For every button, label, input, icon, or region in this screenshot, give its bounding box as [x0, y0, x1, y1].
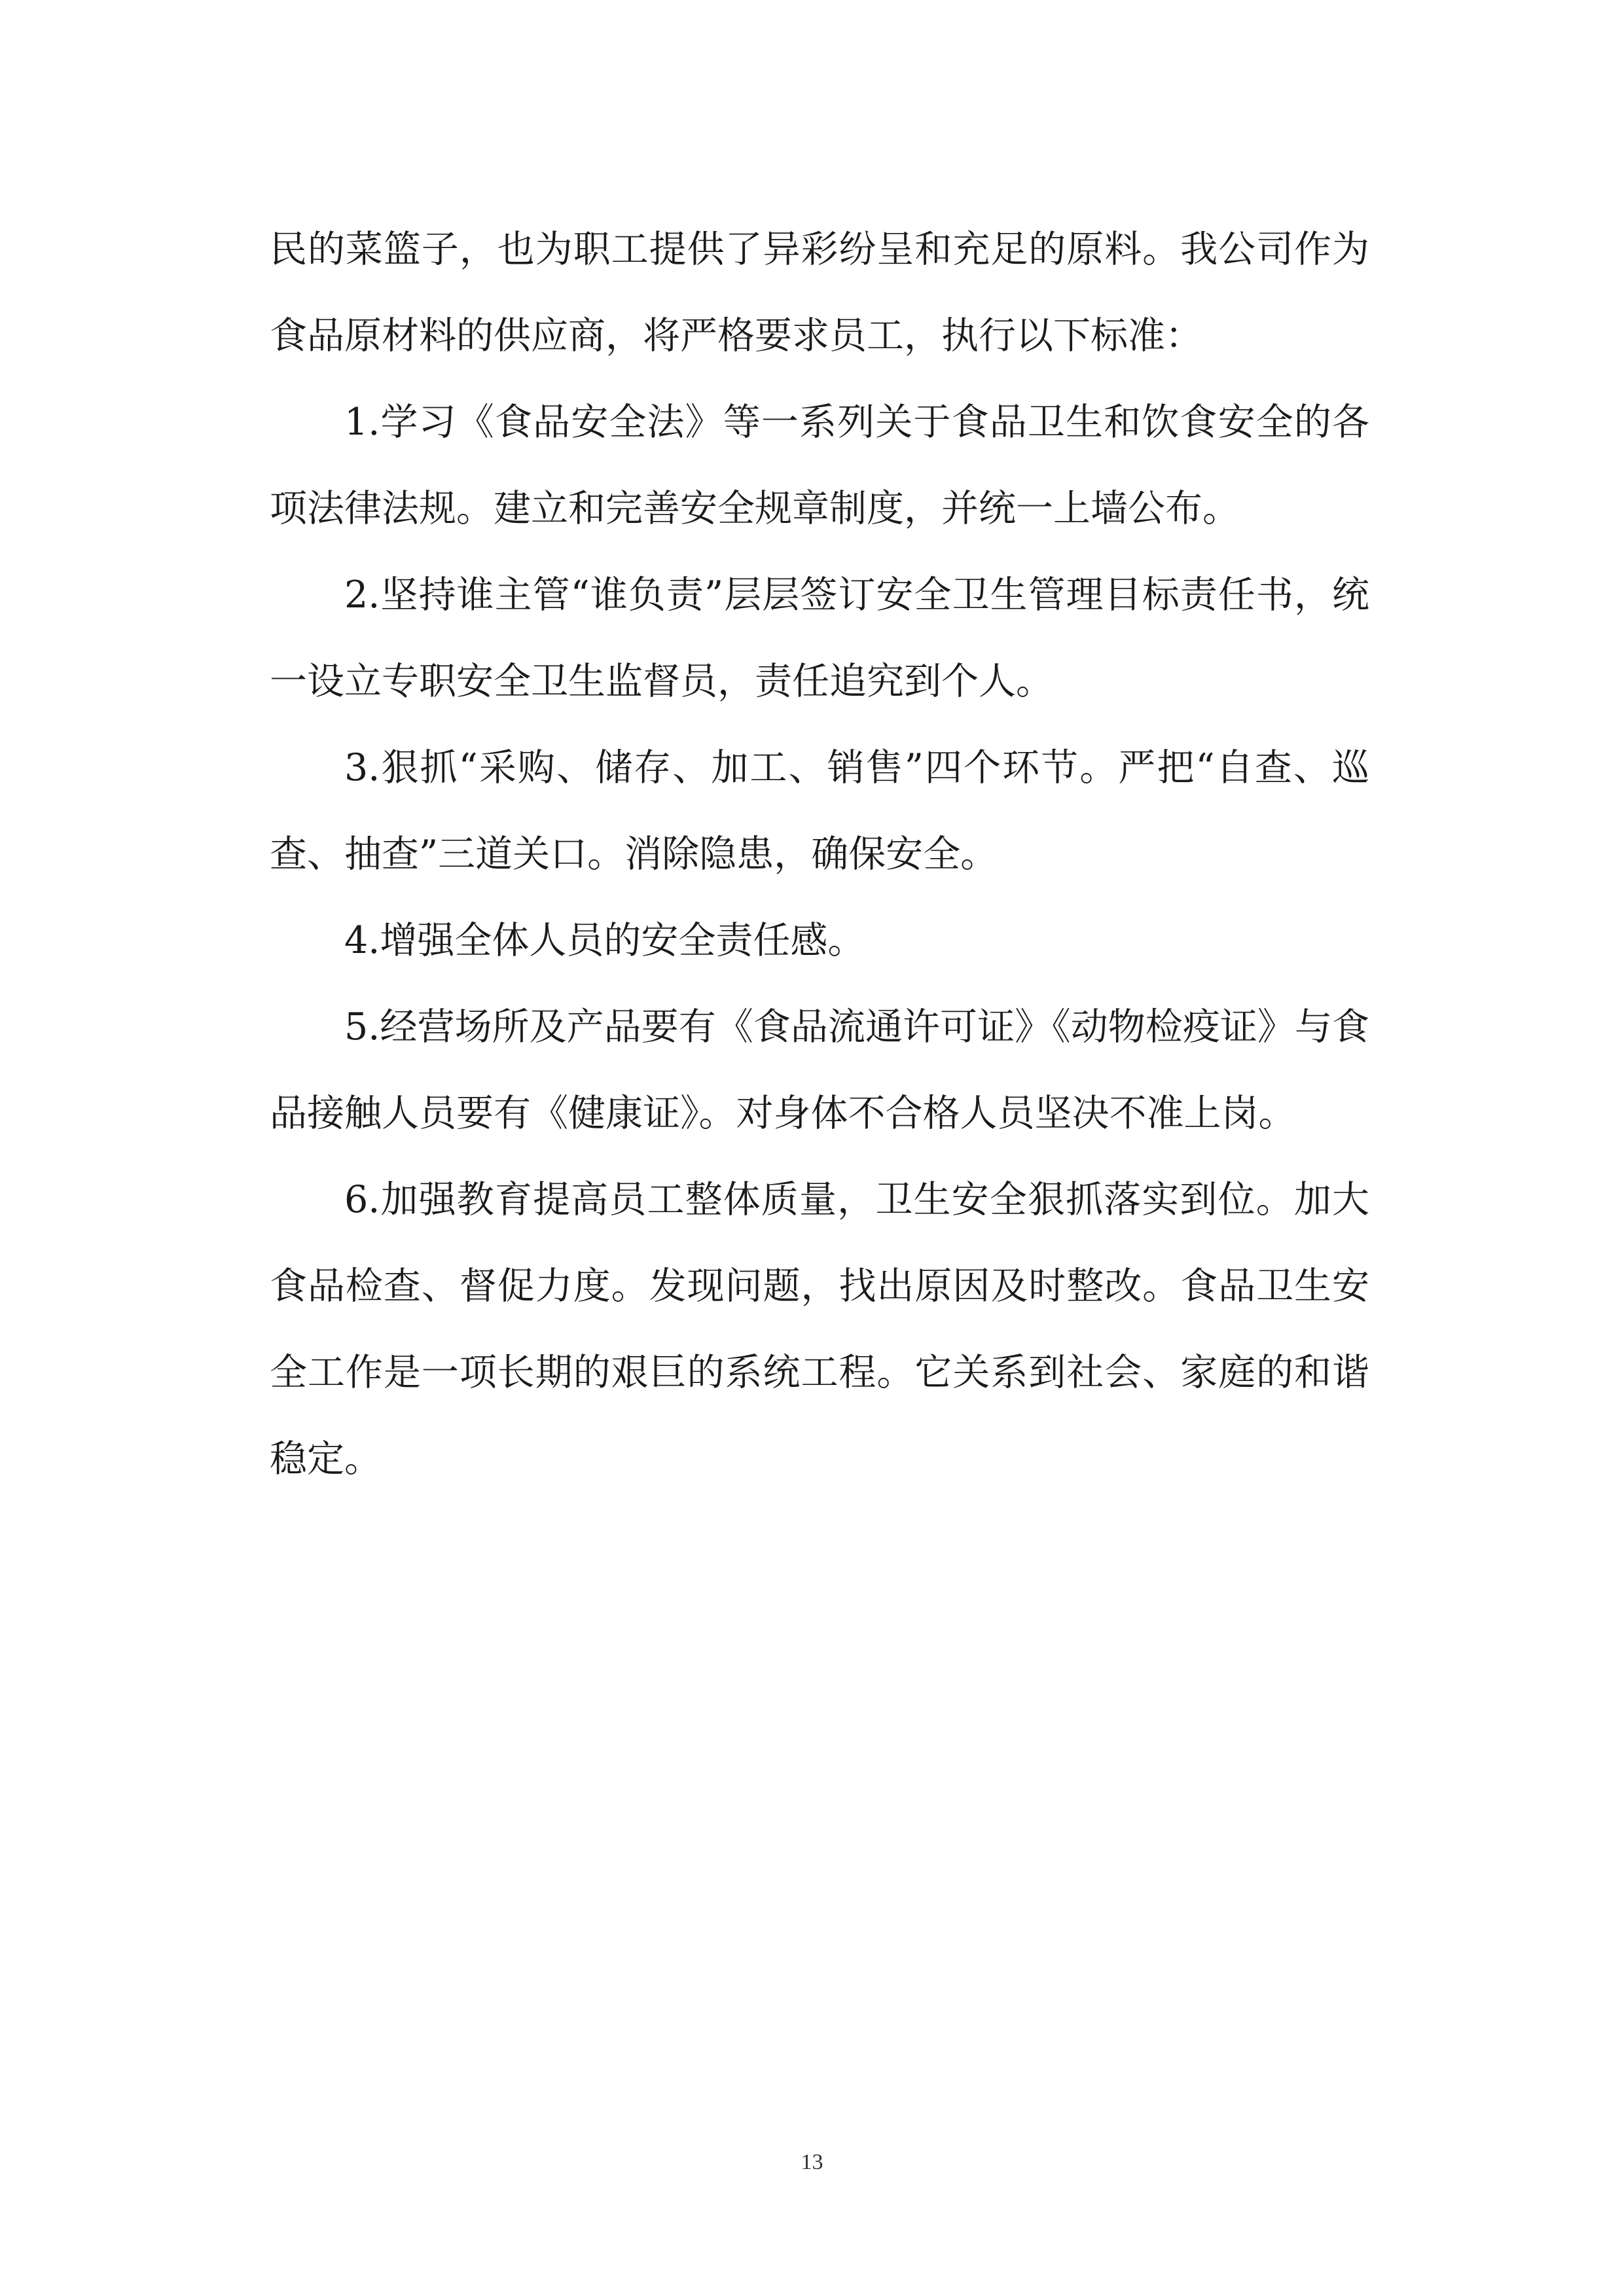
- paragraph-item-4: 4.增强全体人员的安全责任感。: [344, 919, 865, 962]
- paragraph-item-2: 2.坚持谁主管“谁负责”层层签订安全卫生管理目标责任书，统一设立专职安全卫生监督员，责任追究到个人。: [270, 573, 1369, 703]
- document-body: [270, 206, 1369, 1502]
- paragraph-item-3: 3.狠抓“采购、储存、加工、销售”四个环节。严把“自查、巡查、抽查”三道关口。消除隐患，确保安全。: [270, 746, 1369, 876]
- paragraph-item-6: 6.加强教育提高员工整体质量，卫生安全狠抓落实到位。加大食品检查、督促力度。发现问题，找出原因及时整改。食品卫生安全工作是一项长期的艰巨的系统工程。它关系到社会、家庭的和谐稳定。: [270, 1178, 1369, 1480]
- paragraph-continuation: 民的菜篮子，也为职工提供了异彩纷呈和充足的原料。我公司作为食品原材料的供应商，将严格要求员工，执行以下标准：: [270, 228, 1369, 357]
- paragraph-item-1: 1.学习《食品安全法》等一系列关于食品卫生和饮食安全的各项法律法规。建立和完善安全规章制度，并统一上墙公布。: [270, 401, 1369, 530]
- paragraph-item-5: 5.经营场所及产品要有《食品流通许可证》《动物检疫证》与食品接触人员要有《健康证》。对身体不合格人员坚决不准上岗。: [270, 1005, 1369, 1135]
- page-number: 13: [801, 2150, 823, 2174]
